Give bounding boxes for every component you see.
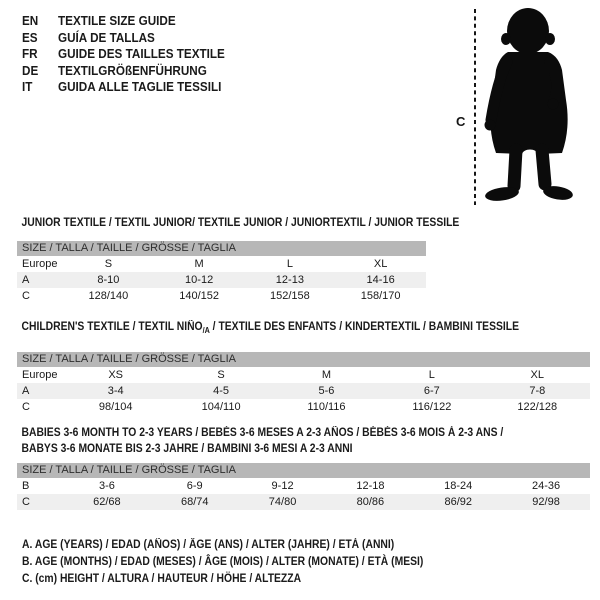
table-cell: 140/152 xyxy=(179,290,219,302)
lang-row-it xyxy=(22,79,225,96)
title-text: CHILDREN'S TEXTILE / TEXTIL NIÑO xyxy=(21,321,203,333)
table-cell: XS xyxy=(108,369,124,381)
table-cell: 5-6 xyxy=(318,385,335,397)
row-label: A xyxy=(22,385,30,397)
table-cell: 98/104 xyxy=(98,401,133,413)
table-row xyxy=(17,256,426,272)
table-cell: 122/128 xyxy=(517,401,558,413)
table-cell: 10-12 xyxy=(185,274,214,286)
table-cell: 80/86 xyxy=(356,496,385,508)
table-cell: 14-16 xyxy=(366,274,395,286)
size-figure xyxy=(450,4,598,216)
table-cell: 104/110 xyxy=(201,401,241,413)
lang-row-fr xyxy=(22,46,225,63)
table-cell: 9-12 xyxy=(271,480,294,492)
size-table-babies xyxy=(17,478,590,510)
lang-row-de xyxy=(22,63,225,80)
title-subscript: /A xyxy=(202,326,210,335)
table-title-line1: BABIES 3-6 MONTH TO 2-3 YEARS / BEBÉS 3-6 MESES A 2-3 AÑOS / BÉBÉS 3-6 MOIS À 2-3 ANS / xyxy=(21,427,504,439)
table-row xyxy=(17,272,426,288)
row-label: Europe xyxy=(22,258,58,270)
table-title: JUNIOR TEXTILE / TEXTIL JUNIOR/ TEXTILE JUNIOR / JUNIORTEXTIL / JUNIOR TESSILE xyxy=(21,217,460,229)
legend xyxy=(22,537,423,588)
table-title xyxy=(17,319,533,339)
row-label: C xyxy=(22,496,30,508)
table-row xyxy=(17,288,426,304)
table-row xyxy=(17,494,590,510)
table-cell: 152/158 xyxy=(269,290,310,302)
table-cell: XL xyxy=(373,258,388,270)
row-label: C xyxy=(22,401,30,413)
lang-label: TEXTILGRÖßENFÜHRUNG xyxy=(58,62,207,78)
lang-label: TEXTILE SIZE GUIDE xyxy=(58,13,176,28)
children-table-section xyxy=(17,319,590,415)
size-header-bar: SIZE / TALLA / TAILLE / GRÖSSE / TAGLIA xyxy=(17,352,590,367)
table-cell: 18-24 xyxy=(444,480,473,492)
lang-code: ES xyxy=(22,29,38,45)
size-header-bar: SIZE / TALLA / TAILLE / GRÖSSE / TAGLIA xyxy=(17,241,426,256)
table-cell: 4-5 xyxy=(213,385,230,397)
lang-row-es xyxy=(22,30,225,47)
table-row xyxy=(17,478,590,494)
table-cell: 8-10 xyxy=(97,274,120,286)
row-label: A xyxy=(22,274,30,286)
lang-label: GUIDE DES TAILLES TEXTILE xyxy=(58,46,225,61)
table-cell: 158/170 xyxy=(360,290,401,302)
table-row xyxy=(17,383,590,399)
lang-code: DE xyxy=(22,62,39,78)
title-text: / TEXTILE DES ENFANTS / KINDERTEXTIL / BAMBINI TESSILE xyxy=(209,321,520,333)
table-cell: 74/80 xyxy=(268,496,297,508)
table-row xyxy=(17,367,590,383)
lang-row-en xyxy=(22,13,225,30)
table-cell: 6-7 xyxy=(423,385,440,397)
table-row xyxy=(17,399,590,415)
legend-line-c: C. (cm) HEIGHT / ALTURA / HAUTEUR / HÖHE / ALTEZZA xyxy=(22,573,302,585)
table-cell: M xyxy=(321,369,332,381)
junior-table-section xyxy=(17,215,460,304)
size-header-bar: SIZE / TALLA / TAILLE / GRÖSSE / TAGLIA xyxy=(17,463,590,478)
table-cell: 116/122 xyxy=(412,401,452,413)
size-table-children xyxy=(17,367,590,415)
legend-line-b: B. AGE (MONTHS) / EDAD (MESES) / ÂGE (MOIS) / ALTER (MONATE) / ETÀ (MESI) xyxy=(22,556,424,568)
row-label: C xyxy=(22,290,30,302)
table-cell: 62/68 xyxy=(93,496,121,508)
size-table-junior xyxy=(17,256,426,304)
row-label: B xyxy=(22,480,30,492)
table-cell: S xyxy=(104,258,113,270)
table-cell: 12-13 xyxy=(275,274,304,286)
table-cell: L xyxy=(286,258,293,270)
table-cell: 3-6 xyxy=(98,480,115,492)
table-cell: M xyxy=(194,258,204,270)
table-cell: 12-18 xyxy=(356,480,385,492)
table-title-line2: BABYS 3-6 MONATE BIS 2-3 JAHRE / BAMBINI 3-6 MESI A 2-3 ANNI xyxy=(21,443,353,455)
table-cell: 86/92 xyxy=(444,496,472,508)
baby-silhouette-icon xyxy=(484,8,574,203)
row-label: Europe xyxy=(22,369,58,381)
table-cell: 6-9 xyxy=(186,480,203,492)
height-label: C xyxy=(456,114,466,129)
table-cell: L xyxy=(428,369,435,381)
table-cell: 24-36 xyxy=(532,480,561,492)
table-cell: 92/98 xyxy=(532,496,560,508)
legend-line-a: A. AGE (YEARS) / EDAD (AÑOS) / ÂGE (ANS) / ALTER (JAHRE) / ETÀ (ANNI) xyxy=(22,539,395,551)
lang-code: EN xyxy=(22,13,39,28)
lang-label: GUIDA ALLE TAGLIE TESSILI xyxy=(58,79,222,94)
lang-code: IT xyxy=(22,79,33,94)
table-cell: 68/74 xyxy=(180,496,209,508)
lang-label: GUÍA DE TALLAS xyxy=(58,29,155,45)
lang-code: FR xyxy=(22,46,38,61)
table-cell: 3-4 xyxy=(107,385,124,397)
babies-table-section xyxy=(17,425,590,510)
table-cell: S xyxy=(217,369,225,381)
language-header xyxy=(22,13,225,96)
table-cell: 128/140 xyxy=(88,290,129,302)
table-cell: 7-8 xyxy=(529,385,546,397)
table-cell: XL xyxy=(530,369,545,381)
table-cell: 110/116 xyxy=(307,401,346,413)
